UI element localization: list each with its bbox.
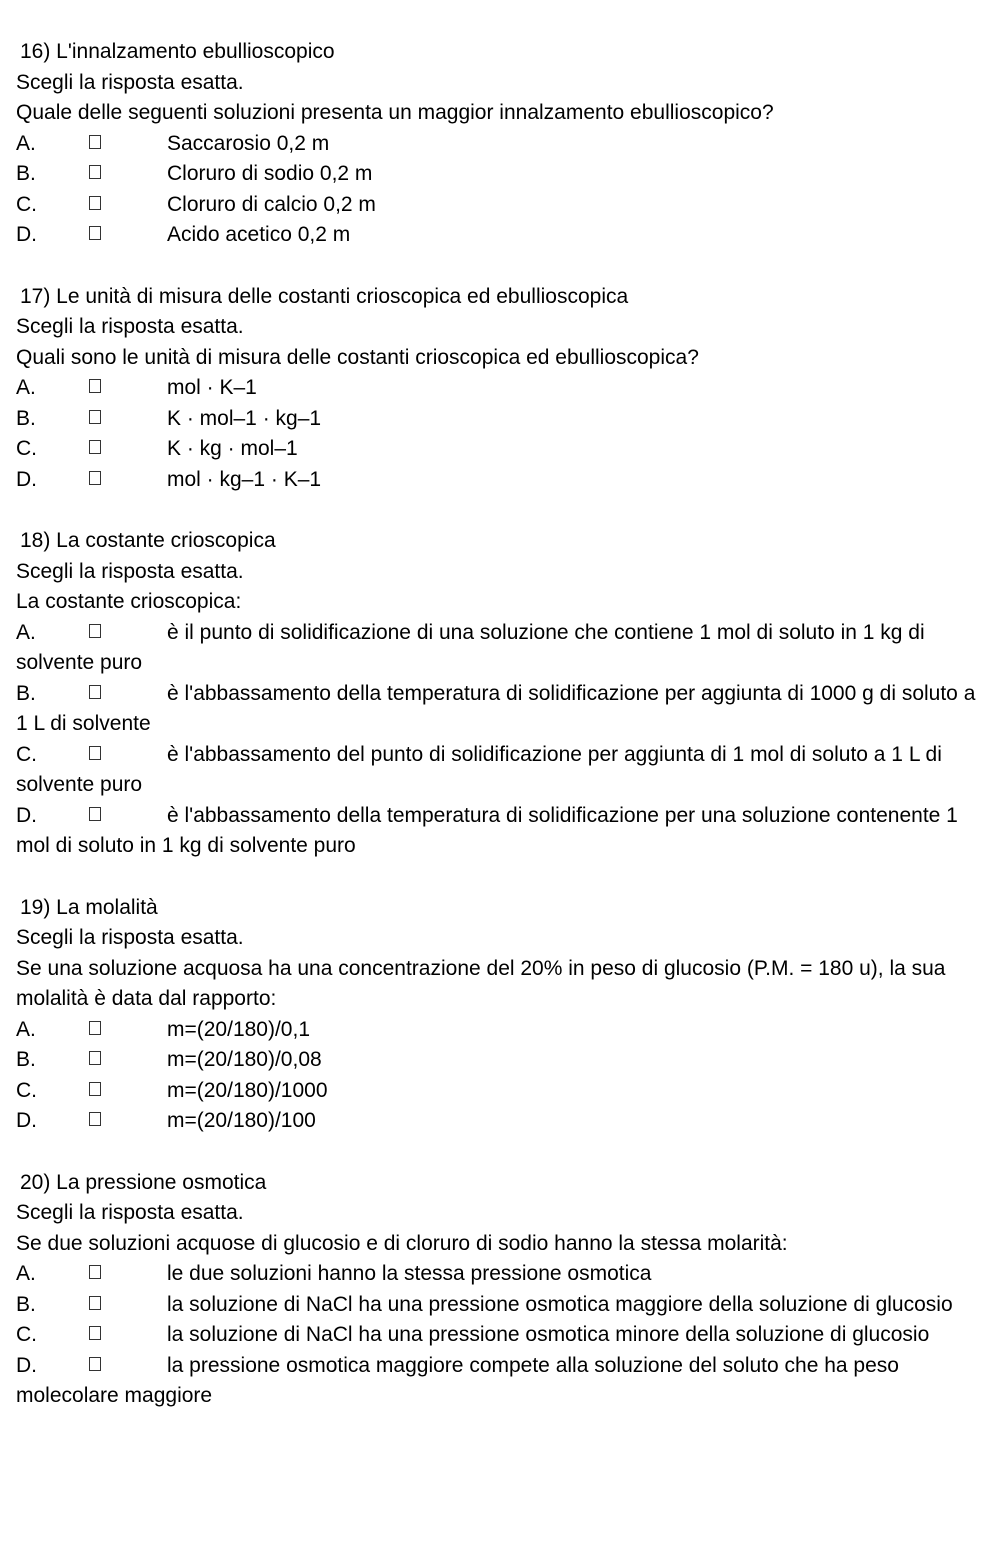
option-text: m=(20/180)/0,08 bbox=[167, 1048, 322, 1071]
option-a[interactable] bbox=[16, 373, 976, 404]
question-prompt: La costante crioscopica: bbox=[16, 590, 242, 613]
option-c[interactable] bbox=[16, 434, 976, 465]
option-d[interactable] bbox=[16, 1351, 976, 1412]
option-letter: D. bbox=[16, 223, 37, 246]
option-text: K · kg · mol–1 bbox=[167, 437, 298, 460]
checkbox[interactable] bbox=[89, 1351, 167, 1382]
option-d[interactable] bbox=[16, 465, 976, 496]
checkbox[interactable] bbox=[89, 1259, 167, 1290]
checkbox[interactable] bbox=[89, 159, 167, 190]
option-text: mol · kg–1 · K–1 bbox=[167, 467, 322, 491]
option-text: le due soluzioni hanno la stessa pressione osmotica bbox=[167, 1262, 652, 1285]
option-letter: C. bbox=[16, 437, 37, 460]
question-prompt: Se una soluzione acquosa ha una concentrazione del 20% in peso di glucosio (P.M. = 180 u), la sua molalità è data dal rapporto: bbox=[16, 956, 946, 1010]
checkbox[interactable] bbox=[89, 1076, 167, 1107]
option-letter: A. bbox=[16, 131, 36, 155]
checkbox[interactable] bbox=[89, 1106, 167, 1137]
checkbox[interactable] bbox=[89, 129, 167, 160]
question-prompt: Quale delle seguenti soluzioni presenta un maggior innalzamento ebullioscopico? bbox=[16, 101, 774, 124]
checkbox[interactable] bbox=[89, 434, 167, 465]
option-a[interactable] bbox=[16, 129, 976, 160]
option-b[interactable] bbox=[16, 679, 976, 740]
option-text: mol · K–1 bbox=[167, 376, 257, 399]
question-title: 17) Le unità di misura delle costanti crioscopica ed ebullioscopica bbox=[20, 284, 629, 308]
option-a[interactable] bbox=[16, 1259, 976, 1290]
option-text: è l'abbassamento del punto di solidificazione per aggiunta di 1 mol di soluto a 1 L di solvente puro bbox=[16, 742, 942, 796]
checkbox[interactable] bbox=[89, 465, 167, 496]
option-text: Saccarosio 0,2 m bbox=[167, 131, 330, 155]
option-letter: A. bbox=[16, 376, 36, 399]
question-instruction: Scegli la risposta esatta. bbox=[16, 559, 244, 583]
option-letter: A. bbox=[16, 1017, 36, 1041]
question-instruction: Scegli la risposta esatta. bbox=[16, 315, 244, 338]
option-text: m=(20/180)/0,1 bbox=[167, 1017, 311, 1041]
option-text: K · mol–1 · kg–1 bbox=[167, 406, 322, 430]
question-instruction: Scegli la risposta esatta. bbox=[16, 1201, 244, 1224]
option-d[interactable] bbox=[16, 801, 976, 862]
question-18 bbox=[16, 526, 976, 862]
option-text: Cloruro di sodio 0,2 m bbox=[167, 162, 373, 185]
option-text: Acido acetico 0,2 m bbox=[167, 223, 351, 246]
option-a[interactable] bbox=[16, 1015, 976, 1046]
option-d[interactable] bbox=[16, 1106, 976, 1137]
checkbox[interactable] bbox=[89, 404, 167, 435]
question-title: 18) La costante crioscopica bbox=[20, 529, 276, 552]
option-text: è il punto di solidificazione di una soluzione che contiene 1 mol di soluto in 1 kg di solvente puro bbox=[16, 620, 925, 674]
option-c[interactable] bbox=[16, 1076, 976, 1107]
option-letter: C. bbox=[16, 1078, 37, 1102]
question-title: 20) La pressione osmotica bbox=[20, 1170, 267, 1194]
question-instruction: Scegli la risposta esatta. bbox=[16, 70, 244, 94]
option-a[interactable] bbox=[16, 618, 976, 679]
checkbox[interactable] bbox=[89, 801, 167, 832]
option-b[interactable] bbox=[16, 159, 976, 190]
checkbox[interactable] bbox=[89, 190, 167, 221]
checkbox[interactable] bbox=[89, 1015, 167, 1046]
option-c[interactable] bbox=[16, 1320, 976, 1351]
question-17 bbox=[16, 282, 976, 496]
option-c[interactable] bbox=[16, 190, 976, 221]
checkbox[interactable] bbox=[89, 1320, 167, 1351]
question-title: 19) La molalità bbox=[20, 895, 158, 919]
option-d[interactable] bbox=[16, 220, 976, 251]
option-letter: B. bbox=[16, 162, 36, 185]
option-b[interactable] bbox=[16, 1290, 976, 1321]
option-letter: A. bbox=[16, 1262, 36, 1285]
option-letter: D. bbox=[16, 467, 37, 491]
option-text: la soluzione di NaCl ha una pressione osmotica minore della soluzione di glucosio bbox=[167, 1323, 930, 1346]
checkbox[interactable] bbox=[89, 679, 167, 710]
option-c[interactable] bbox=[16, 740, 976, 801]
option-letter: B. bbox=[16, 1292, 36, 1316]
option-b[interactable] bbox=[16, 404, 976, 435]
option-letter: B. bbox=[16, 1048, 36, 1071]
checkbox[interactable] bbox=[89, 1045, 167, 1076]
question-instruction: Scegli la risposta esatta. bbox=[16, 926, 244, 949]
question-20 bbox=[16, 1168, 976, 1412]
option-text: la soluzione di NaCl ha una pressione osmotica maggiore della soluzione di glucosio bbox=[167, 1292, 953, 1316]
checkbox[interactable] bbox=[89, 1290, 167, 1321]
checkbox[interactable] bbox=[89, 618, 167, 649]
option-letter: D. bbox=[16, 1109, 37, 1132]
option-text: è l'abbassamento della temperatura di solidificazione per una soluzione contenente 1 mol di soluto in 1 kg di solvente puro bbox=[16, 803, 958, 857]
checkbox[interactable] bbox=[89, 373, 167, 404]
question-19 bbox=[16, 893, 976, 1137]
question-prompt: Quali sono le unità di misura delle costanti crioscopica ed ebullioscopica? bbox=[16, 345, 699, 369]
option-letter: C. bbox=[16, 742, 37, 766]
option-text: m=(20/180)/1000 bbox=[167, 1078, 328, 1102]
option-letter: C. bbox=[16, 192, 37, 216]
question-prompt: Se due soluzioni acquose di glucosio e di cloruro di sodio hanno la stessa molarità: bbox=[16, 1231, 788, 1255]
checkbox[interactable] bbox=[89, 220, 167, 251]
option-letter: B. bbox=[16, 406, 36, 430]
question-title: 16) L'innalzamento ebullioscopico bbox=[20, 40, 335, 63]
option-letter: C. bbox=[16, 1323, 37, 1346]
option-letter: D. bbox=[16, 803, 37, 827]
quiz-document bbox=[16, 37, 976, 1443]
question-16 bbox=[16, 37, 976, 251]
option-text: la pressione osmotica maggiore compete alla soluzione del soluto che ha peso molecolare maggiore bbox=[16, 1353, 899, 1407]
option-letter: A. bbox=[16, 620, 36, 644]
option-letter: B. bbox=[16, 681, 36, 705]
option-b[interactable] bbox=[16, 1045, 976, 1076]
option-text: m=(20/180)/100 bbox=[167, 1109, 316, 1132]
option-text: Cloruro di calcio 0,2 m bbox=[167, 192, 376, 216]
option-letter: D. bbox=[16, 1353, 37, 1377]
option-text: è l'abbassamento della temperatura di solidificazione per aggiunta di 1000 g di soluto a 1 L di solvente bbox=[16, 681, 976, 735]
checkbox[interactable] bbox=[89, 740, 167, 771]
